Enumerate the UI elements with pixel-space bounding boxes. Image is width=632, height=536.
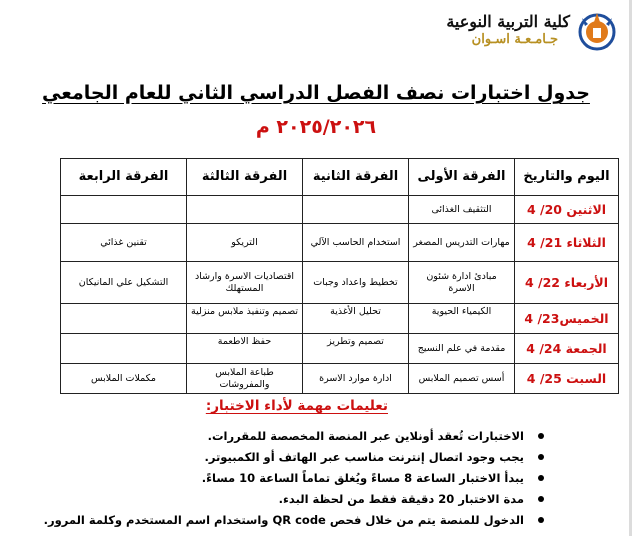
table-cell: الكيمياء الحيوية (409, 304, 515, 334)
table-cell-day: الجمعة 24/ 4 (515, 334, 619, 364)
list-item (43, 510, 546, 531)
instructions-title: تعليمات مهمة لأداء الاختبار: (205, 398, 388, 414)
table-cell (187, 196, 303, 224)
table-cell: استخدام الحاسب الآلي (303, 224, 409, 262)
column-header: الفرقة الأولى (409, 159, 515, 196)
table-cell (303, 196, 409, 224)
table-cell: التثقيف الغذائى (409, 196, 515, 224)
table-cell: ادارة موارد الاسرة (303, 364, 409, 394)
table-cell: التشكيل علي المانيكان (61, 262, 187, 304)
table-cell: اقتصاديات الاسرة وارشاد المستهلك (187, 262, 303, 304)
table-cell-day: السبت 25/ 4 (515, 364, 619, 394)
table-row (61, 304, 619, 334)
bullet-icon (538, 433, 544, 439)
instruction-text: الدخول للمنصة يتم من خلال فحص QR code واستخدام اسم المستخدم وكلمة المرور. (43, 513, 524, 527)
table-cell: مقدمة في علم النسيج (409, 334, 515, 364)
column-header: الفرقة الرابعة (61, 159, 187, 196)
table-cell: طباعة الملابس والمفروشات (187, 364, 303, 394)
university-emblem-icon (576, 8, 618, 52)
table-cell: تخطيط واعداد وجبات (303, 262, 409, 304)
column-header: الفرقة الثانية (303, 159, 409, 196)
academic-year: ٢٠٢٥/٢٠٢٦ م (255, 116, 377, 138)
table-cell-day: الخميس23/ 4 (515, 304, 619, 334)
table-row (61, 196, 619, 224)
table-cell-day: الأربعاء 22/ 4 (515, 262, 619, 304)
table-row (61, 364, 619, 394)
table-cell (61, 196, 187, 224)
exam-schedule-table (60, 158, 619, 394)
college-name: كلية التربية النوعية (446, 12, 570, 31)
list-item (76, 426, 546, 447)
table-cell: مهارات التدريس المصغر (409, 224, 515, 262)
list-item (76, 447, 546, 468)
table-cell: حفظ الاطعمة (187, 334, 303, 364)
table-row (61, 262, 619, 304)
university-name: جـامـعـة اسـوان (471, 32, 558, 47)
table-cell: أسس تصميم الملابس (409, 364, 515, 394)
bullet-icon (538, 475, 544, 481)
table-cell: تحليل الأغذية (303, 304, 409, 334)
list-item (76, 468, 546, 489)
bullet-icon (538, 454, 544, 460)
instructions-list (43, 426, 546, 531)
bullet-icon (538, 496, 544, 502)
column-header: الفرقة الثالثة (187, 159, 303, 196)
bullet-icon (538, 517, 544, 523)
table-row (61, 334, 619, 364)
table-cell: تصميم وتطريز (303, 334, 409, 364)
table-cell (61, 304, 187, 334)
list-item (76, 489, 546, 510)
table-cell-day: الاثنين 20/ 4 (515, 196, 619, 224)
instruction-text: يجب وجود اتصال إنترنت مناسب عبر الهاتف أو الكمبيوتر. (204, 450, 524, 464)
table-cell-day: الثلاثاء 21/ 4 (515, 224, 619, 262)
instruction-text: مدة الاختبار 20 دقيقة فقط من لحظة البدء. (278, 492, 524, 506)
table-row (61, 224, 619, 262)
page-title-text: جدول اختبارات نصف الفصل الدراسي الثاني للعام الجامعي (42, 82, 590, 104)
table-cell: تقنين غذائي (61, 224, 187, 262)
table-cell (61, 334, 187, 364)
table-cell: التريكو (187, 224, 303, 262)
table-cell: مبادئ ادارة شئون الاسرة (409, 262, 515, 304)
column-header: اليوم والتاريخ (515, 159, 619, 196)
page-title (0, 82, 632, 104)
table-cell: مكملات الملابس (61, 364, 187, 394)
instruction-text: الاختبارات تُعقد أونلاين عبر المنصة المخصصة للمقررات. (207, 429, 524, 443)
header-logo (418, 6, 618, 54)
table-header-row (61, 159, 619, 196)
table-cell: تصميم وتنفيذ ملابس منزلية (187, 304, 303, 334)
instruction-text: يبدأ الاختبار الساعة 8 مساءً ويُغلق تماماً الساعة 10 مساءً. (201, 471, 524, 485)
